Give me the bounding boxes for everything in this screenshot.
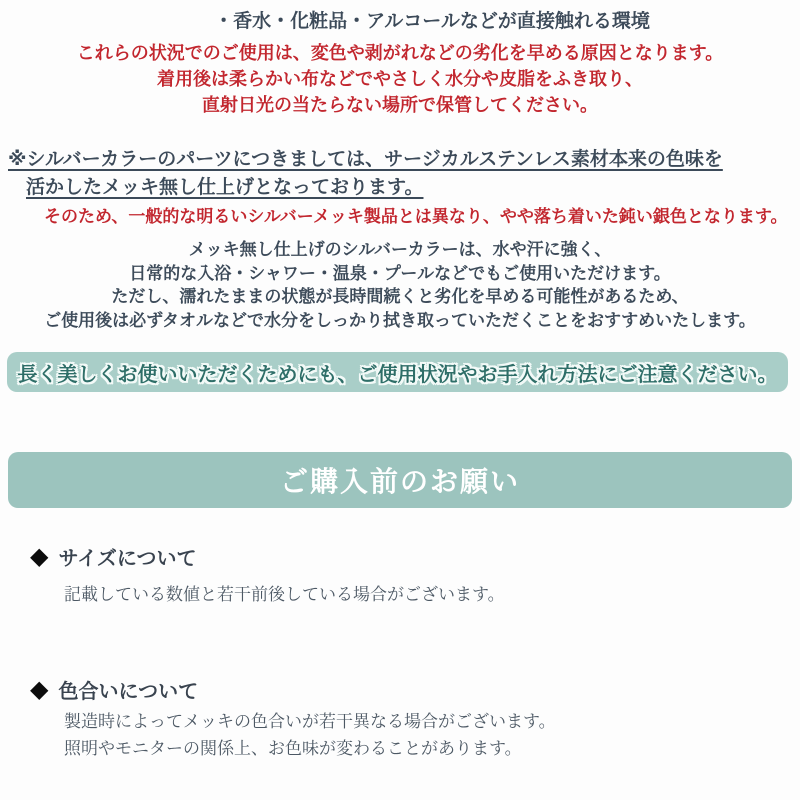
silver-color-note — [8, 146, 796, 202]
warning-line: これらの状況でのご使用は、変色や剥がれなどの劣化を早める原因となります。 — [76, 43, 724, 63]
warning-line: 着用後は柔らかい布などでやさしく水分や皮脂をふき取り、 — [157, 69, 643, 89]
section-heading-color — [30, 675, 198, 704]
usage-warning-block — [0, 40, 800, 118]
diamond-bullet-icon: ◆ — [30, 675, 49, 703]
purchase-notice-title: ご購入前のお願い — [279, 466, 520, 497]
diamond-bullet-icon: ◆ — [30, 542, 49, 570]
section-body-line: 照明やモニターの関係上、お色味が変わることがあります。 — [64, 739, 522, 758]
care-reminder-banner — [7, 352, 788, 392]
section-body-color — [64, 708, 780, 762]
care-reminder-text: 長く美しくお使いいただくためにも、ご使用状況やお手入れ方法にご注意ください。 — [17, 363, 778, 386]
silver-note-line: 活かしたメッキ無し仕上げとなっております。 — [26, 177, 424, 198]
plating-free-detail-block — [0, 238, 800, 332]
section-heading-label: 色合いについて — [58, 681, 199, 703]
detail-line: メッキ無し仕上げのシルバーカラーは、水や汗に強く、 — [188, 240, 612, 259]
purchase-notice-banner — [8, 452, 792, 508]
detail-line: 日常的な入浴・シャワー・温泉・プールなどでもご使用いただけます。 — [129, 263, 671, 283]
section-body-size — [64, 581, 780, 608]
section-body-line: 製造時によってメッキの色合いが若干異なる場合がございます。 — [64, 712, 556, 731]
environment-list-item: ・香水・化粧品・アルコールなどが直接触れる環境 — [214, 11, 650, 32]
section-body-line: 記載している数値と若干前後している場合がございます。 — [64, 585, 505, 604]
silver-note-line: ※シルバーカラーのパーツにつきましては、サージカルステンレス素材本来の色味を — [8, 149, 723, 170]
detail-line: ただし、濡れたままの状態が長時間続くと劣化を早める可能性があるため、 — [111, 287, 689, 306]
warning-line: 直射日光の当たらない場所で保管してください。 — [202, 95, 598, 115]
detail-line: ご使用後は必ずタオルなどで水分をしっかり拭き取っていただくことをおすすめいたします。 — [44, 310, 756, 330]
section-heading-size — [30, 542, 196, 571]
silver-color-red-note: そのため、一般的な明るいシルバーメッキ製品とは異なり、やや落ち着いた鈍い銀色となります。 — [44, 207, 788, 226]
section-heading-label: サイズについて — [58, 548, 197, 570]
